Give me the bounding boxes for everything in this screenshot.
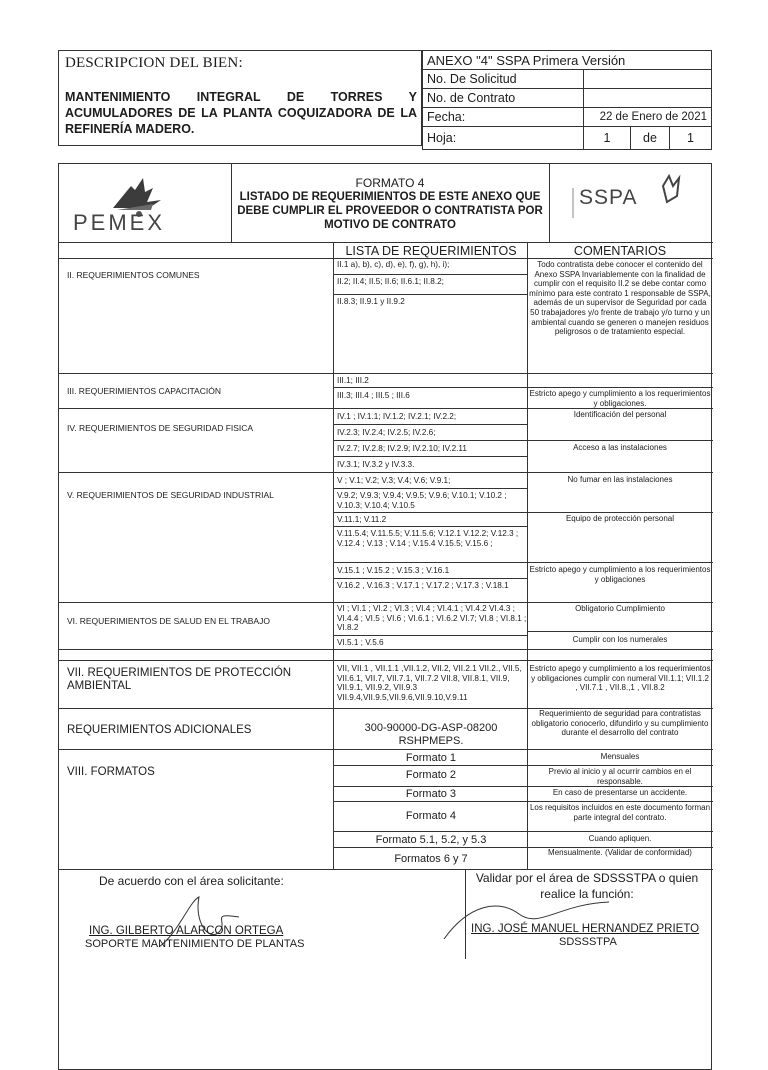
section-v-req-1: V ; V.1; V.2; V.3; V.4; V.6; V.9.1; xyxy=(337,476,451,485)
section-v-req-5: V.15.1 ; V.15.2 ; V.15.3 ; V.16.1 xyxy=(337,566,450,575)
section-vi-req-2: VI.5.1 ; V.5.6 xyxy=(337,638,384,647)
section-vi-comment-1: Obligatorio Cumplimiento xyxy=(575,604,665,613)
sspa-logo-text: SSPA xyxy=(579,186,638,209)
col-header-comments: COMENTARIOS xyxy=(573,244,667,258)
contrato-label: No. de Contrato xyxy=(423,89,584,108)
hoja-total: 1 xyxy=(670,127,712,150)
section-v-comment-3: Estricto apego y cumplimiento a los requerimientos y obligaciones xyxy=(529,565,711,584)
format-4-comment: Los requisitos incluidos en este documento forman parte integral del contrato. xyxy=(529,803,711,822)
section-iv-req-1: IV.1 ; IV.1.1; IV.1.2; IV.2.1; IV.2.2; xyxy=(337,412,457,421)
sspa-logo xyxy=(559,172,699,232)
section-iii-req-2: III.3; III.4 ; III.5 ; III.6 xyxy=(337,391,410,400)
section-iii-req-1: III.1; III.2 xyxy=(337,376,369,385)
format-6-name: Formatos 6 y 7 xyxy=(394,853,468,865)
format-5-name: Formato 5.1, 5.2, y 5.3 xyxy=(375,834,487,846)
format-6-comment: Mensualmente. (Validar de conformidad) xyxy=(548,848,692,857)
format-1-name: Formato 1 xyxy=(405,752,457,764)
right-signature-caption: Validar por el área de SDSSSTPA o quien realice la función: xyxy=(475,871,699,901)
description-box xyxy=(58,50,422,146)
section-v-comment-2: Equipo de protección personal xyxy=(565,514,675,523)
left-signature-caption: De acuerdo con el área solicitante: xyxy=(99,874,284,888)
description-title: DESCRIPCION DEL BIEN: xyxy=(65,55,243,71)
section-ii-req-2: II.2; II.4; II.5; II.6; II.6.1; II.8.2; xyxy=(337,277,444,286)
section-iv-req-2: IV.2.3; IV.2.4; IV.2.5; IV.2.6; xyxy=(337,428,436,437)
contrato-value[interactable] xyxy=(584,89,712,108)
format-3-comment: En caso de presentarse un accidente. xyxy=(552,788,688,797)
annex-title: ANEXO "4" SSPA Primera Versión xyxy=(423,51,712,70)
formato-number: FORMATO 4 xyxy=(355,176,425,190)
section-vii-comment: Estricto apego y cumplimiento a los requerimientos y obligaciones cumplir con numeral VII.1.1; VII.1.2 , VII.7.1 , VII.8.,1 , VII.8.2 xyxy=(529,664,711,693)
format-5-comment: Cuando apliquen. xyxy=(588,834,652,843)
fecha-value[interactable]: 22 de Enero de 2021 xyxy=(584,108,712,127)
section-vii-title: VII. REQUERIMIENTOS DE PROTECCIÓN AMBIENTAL xyxy=(67,667,292,692)
pemex-logo-text: PEMEX xyxy=(73,210,166,235)
additional-reqs-title: REQUERIMIENTOS ADICIONALES xyxy=(67,724,252,736)
hoja-number: 1 xyxy=(584,127,631,150)
section-v-req-2: V.9.2; V.9.3; V.9.4; V.9.5; V.9.6; V.10.1; V.10.2 ; V.10.3; V.10.4; V.10.5 xyxy=(337,491,507,510)
section-ii-req-1: II.1 a), b), c), d), e), f), g), h), i); xyxy=(337,260,450,269)
pemex-logo xyxy=(73,170,223,236)
format-4-name: Formato 4 xyxy=(405,810,457,822)
additional-reqs-code: 300-90000-DG-ASP-08200 RSHPMEPS. xyxy=(364,722,498,747)
annex-info-table xyxy=(422,50,712,150)
section-iv-req-3: IV.2.7; IV.2.8; IV.2.9; IV.2.10; IV.2.11 xyxy=(337,444,467,453)
section-v-req-4: V.11.5.4; V.11.5.5; V.11.5.6; V.12.1 V.12.2; V.12.3 ; V.12.4 ; V.13 ; V.14 ; V.15.4 V.15.5; V.15.6 ; xyxy=(337,529,519,548)
section-vii-reqs: VII, VII.1 , VII.1.1 ,VII.1.2, VII.2, VII.2.1 VII.2., VII.5, VII.6.1, VII.7, VII.7.1, VII.7.2 VII.8, VII.8.1, VII.9, VII.9.1, VII.9.2, VII.9.3 VII.9.4,VII.9.5,VII.9.6,VII.9.10,V.9.11 xyxy=(337,664,522,702)
col-header-requirements: LISTA DE REQUERIMIENTOS xyxy=(345,244,517,258)
format-3-name: Formato 3 xyxy=(405,788,457,800)
fecha-label: Fecha: xyxy=(423,108,584,127)
section-iv-comment-1: Identificación del personal xyxy=(573,410,667,419)
right-signer-name: ING. JOSÉ MANUEL HERNANDEZ PRIETO xyxy=(471,923,700,935)
section-iv-req-4: IV.3.1; IV.3.2 y IV.3.3. xyxy=(337,460,415,469)
section-ii-req-3: II.8.3; II.9.1 y II.9.2 xyxy=(337,297,405,306)
formats-title: VIII. FORMATOS xyxy=(67,766,155,778)
section-v-req-6: V.16.2 , V.16.3 ; V.17.1 ; V.17.2 ; V.17.3 ; V.18.1 xyxy=(337,581,509,590)
description-text: MANTENIMIENTO INTEGRAL DE TORRES Y ACUMULADORES DE LA PLANTA COQUIZADORA DE LA REFINERÍA MADERO. xyxy=(65,90,417,136)
formato-title: LISTADO DE REQUERIMIENTOS DE ESTE ANEXO QUE DEBE CUMPLIR EL PROVEEDOR O CONTRATISTA POR MOTIVO DE CONTRATO xyxy=(237,191,543,231)
section-iii-title: III. REQUERIMIENTOS CAPACITACIÓN xyxy=(67,386,221,396)
solicitud-label: No. De Solicitud xyxy=(423,70,584,89)
additional-reqs-comment: Requerimiento de seguridad para contratistas obligatorio conocerlo, difundirlo y su cumplimiento durante el desarrollo del contrato xyxy=(531,709,709,738)
section-vi-comment-2: Cumplir con los numerales xyxy=(572,635,668,644)
section-iv-title: IV. REQUERIMIENTOS DE SEGURIDAD FISICA xyxy=(67,423,254,433)
format-2-comment: Previo al inicio y al ocurrir cambios en el responsable. xyxy=(548,767,692,786)
section-v-comment-1: No fumar en las instalaciones xyxy=(567,475,673,484)
right-signer-role: SDSSSTPA xyxy=(559,936,617,948)
section-vi-title: VI. REQUERIMIENTOS DE SALUD EN EL TRABAJO xyxy=(67,616,270,626)
section-iv-comment-2: Acceso a las instalaciones xyxy=(573,443,667,452)
section-iii-comment: Estricto apego y cumplimiento a los requerimientos y obligaciones. xyxy=(529,389,711,408)
hoja-de: de xyxy=(631,127,670,150)
format-2-name: Formato 2 xyxy=(405,769,457,781)
left-signer-role: SOPORTE MANTENIMIENTO DE PLANTAS xyxy=(85,938,305,950)
section-v-req-3: V.11.1; V.11.2 xyxy=(337,515,387,524)
format-1-comment: Mensuales xyxy=(600,752,640,761)
section-v-title: V. REQUERIMIENTOS DE SEGURIDAD INDUSTRIAL xyxy=(67,490,274,500)
requirements-form xyxy=(58,163,712,1070)
section-ii-title: II. REQUERIMIENTOS COMUNES xyxy=(67,270,200,280)
section-vi-req-1: VI ; VI.1 ; VI.2 ; VI.3 ; VI.4 ; VI.4.1 ; VI.4.2 VI.4.3 ; VI.4.4 ; VI.5 ; VI.6 ; VI.6.1 ; VI.6.2 VI.7; VI.8 ; VI.8.1 ; VI.8.2 xyxy=(337,604,527,632)
solicitud-value[interactable] xyxy=(584,70,712,89)
left-signer-name: ING. GILBERTO ALARCON ORTEGA xyxy=(89,925,284,937)
hoja-label: Hoja: xyxy=(423,127,584,150)
section-ii-comment: Todo contratista debe conocer el contenido del Anexo SSPA Invariablemente con la finalidad de cumplir con el requisito II.2 se debe contar como mínimo para este contrato 1 responsable de SSPA, además de un supervisor de Seguridad por cada 50 trabajadores y/o frente de trabajo y/o turno y un ambiental cuando se generen o manejen residuos peligrosos o de tratamiento especial. xyxy=(529,260,711,337)
